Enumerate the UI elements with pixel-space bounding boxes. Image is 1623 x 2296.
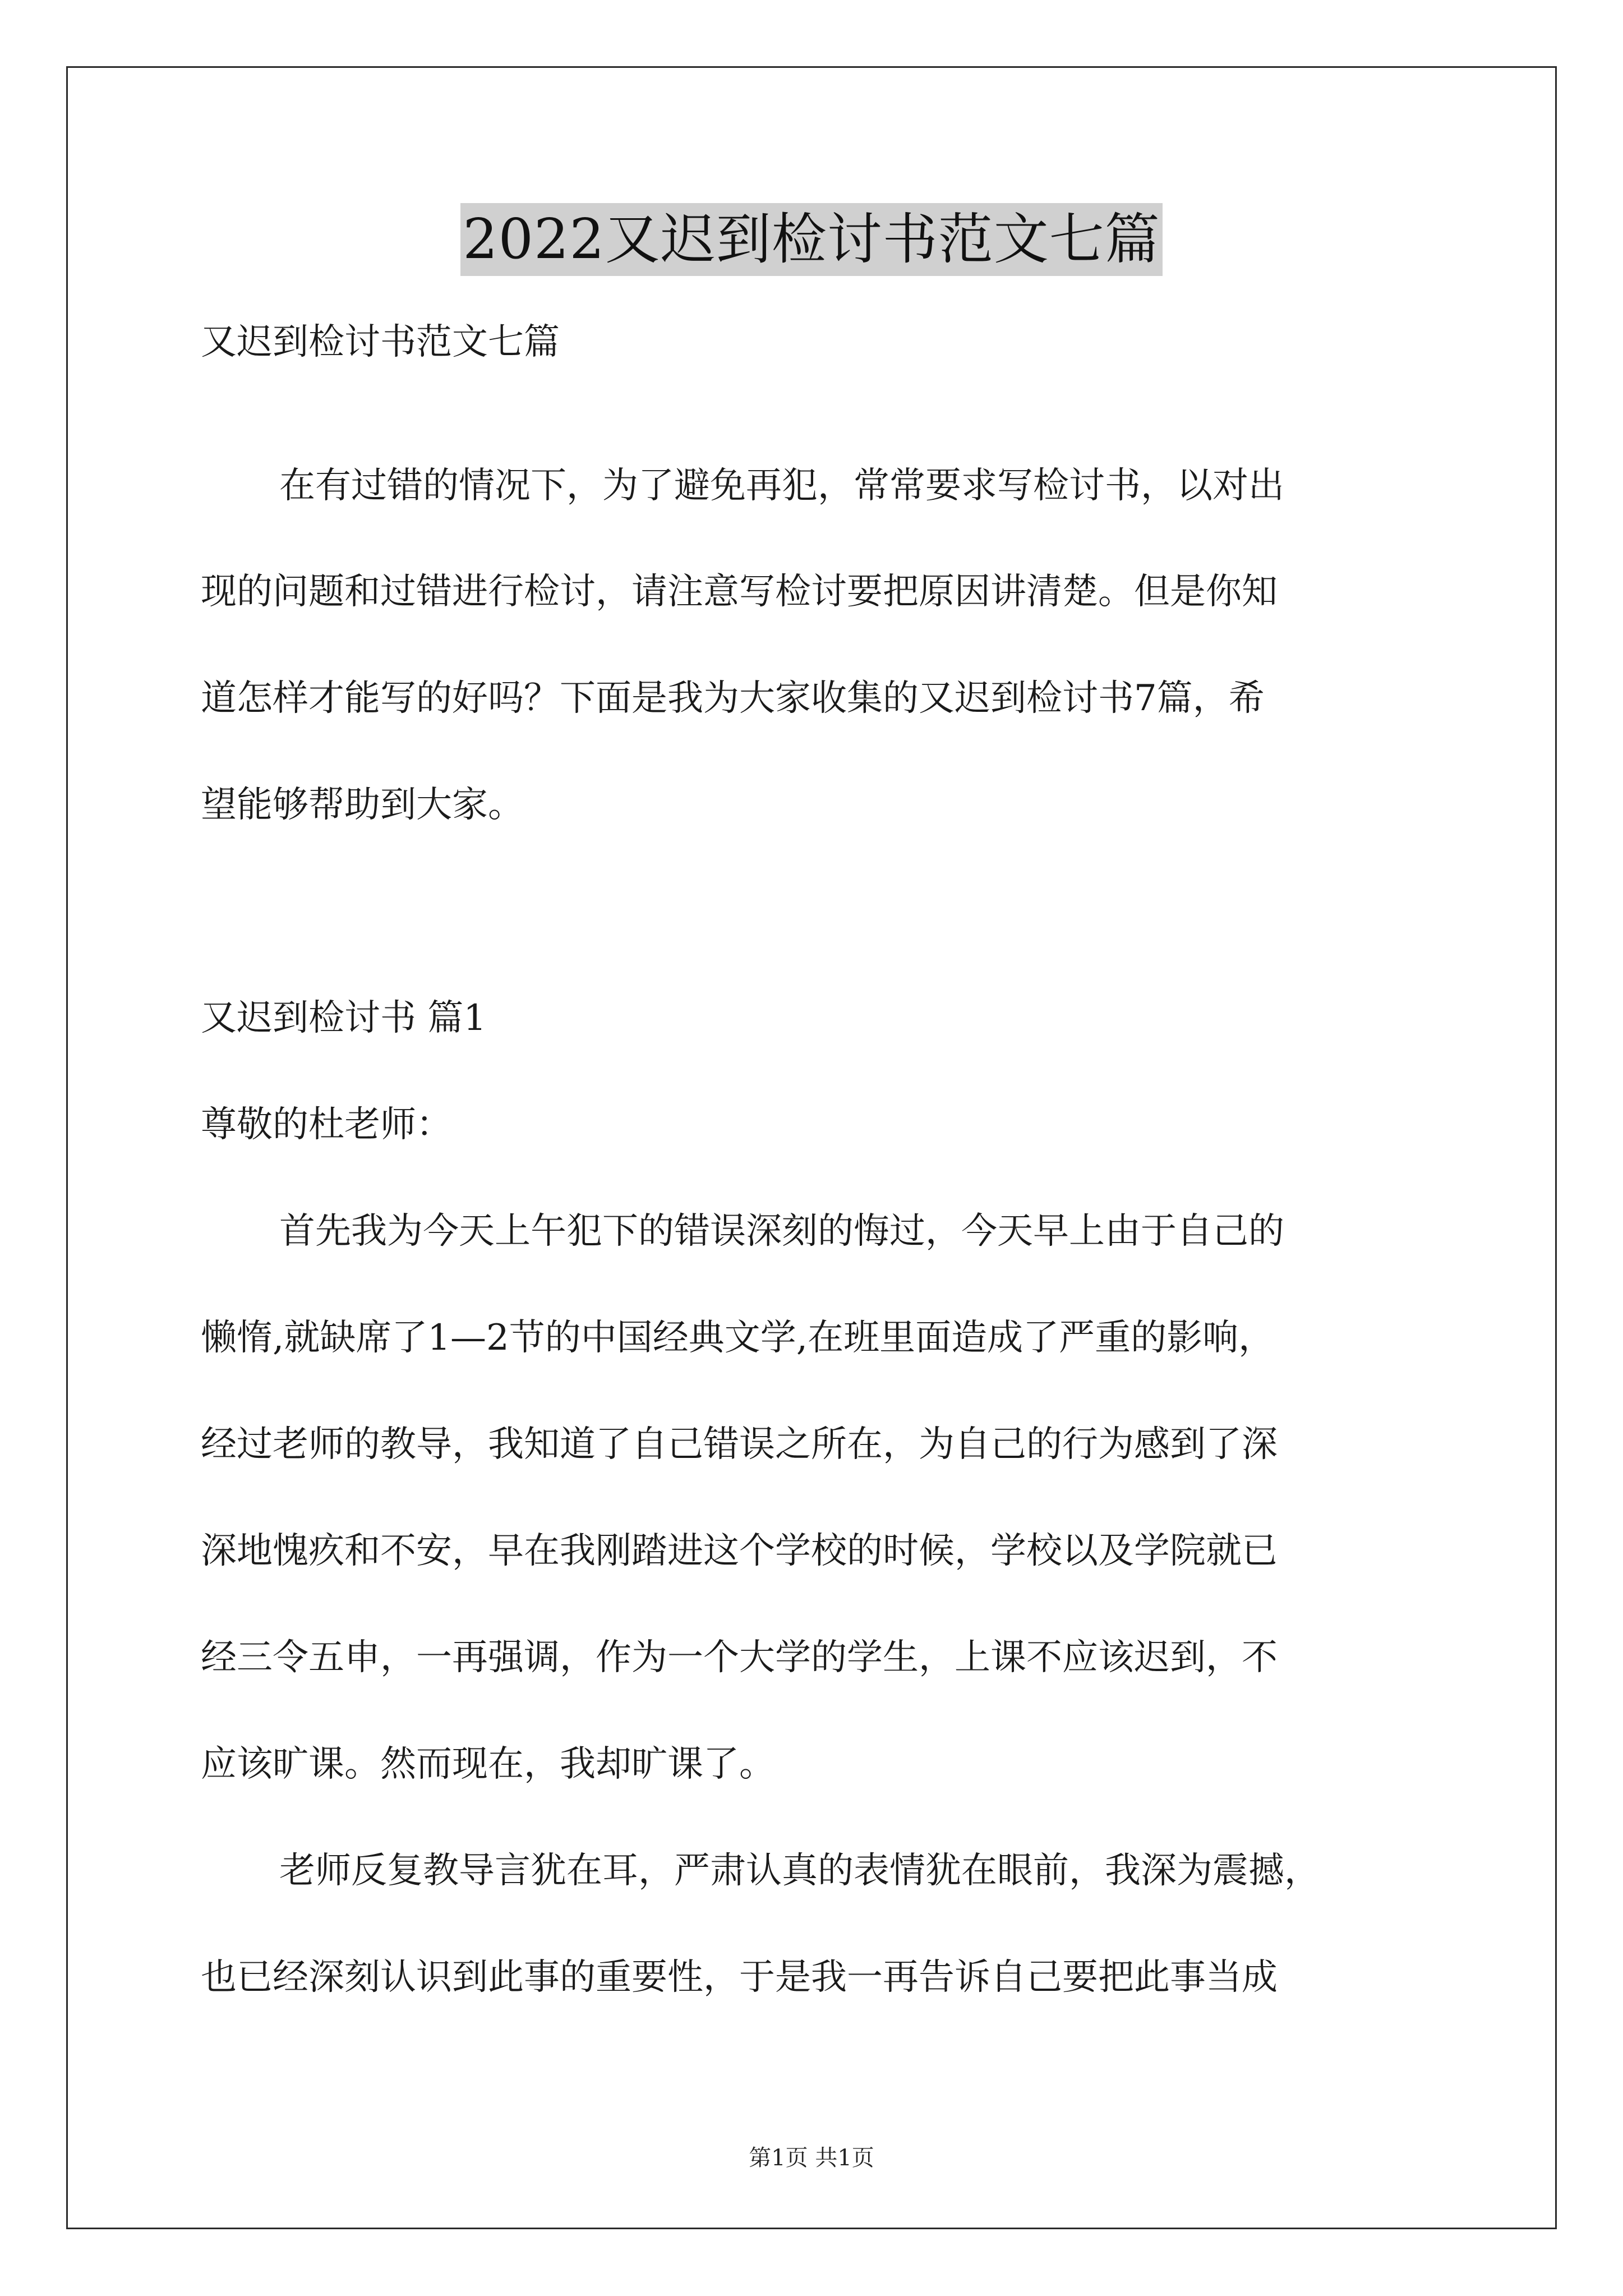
paragraph-line: 经三令五申，一再强调，作为一个大学的学生，上课不应该迟到，不 — [201, 1637, 1278, 1678]
paragraph-line: 首先我为今天上午犯下的错误深刻的悔过，今天早上由于自己的 — [279, 1211, 1284, 1252]
salutation: 尊敬的杜老师： — [201, 1104, 452, 1145]
section-heading: 又迟到检讨书 篇1 — [201, 997, 487, 1039]
paragraph-line: 懒惰,就缺席了1—2节的中国经典文学,在班里面造成了严重的影响， — [201, 1317, 1275, 1359]
paragraph-line: 望能够帮助到大家。 — [201, 784, 524, 826]
page-number-footer: 第1页 共1页 — [749, 2145, 874, 2171]
paragraph-line: 在有过错的情况下，为了避免再犯，常常要求写检讨书，以对出 — [279, 465, 1284, 507]
paragraph-line: 老师反复教导言犹在耳，严肃认真的表情犹在眼前，我深为震撼， — [279, 1850, 1320, 1892]
document-title: 2022又迟到检讨书范文七篇 — [460, 203, 1162, 276]
paragraph-line: 现的问题和过错进行检讨，请注意写检讨要把原因讲清楚。但是你知 — [201, 571, 1278, 613]
title-container — [0, 203, 1623, 276]
paragraph-line: 应该旷课。然而现在，我却旷课了。 — [201, 1743, 775, 1785]
paragraph-line: 也已经深刻认识到此事的重要性，于是我一再告诉自己要把此事当成 — [201, 1957, 1278, 1998]
paragraph-line: 深地愧疚和不安，早在我刚踏进这个学校的时候，学校以及学院就已 — [201, 1530, 1278, 1572]
page-border — [66, 66, 1557, 2229]
subtitle-line: 又迟到检讨书范文七篇 — [201, 321, 560, 363]
paragraph-line: 道怎样才能写的好吗？下面是我为大家收集的又迟到检讨书7篇，希 — [201, 678, 1265, 719]
paragraph-line: 经过老师的教导，我知道了自己错误之所在，为自己的行为感到了深 — [201, 1424, 1278, 1465]
